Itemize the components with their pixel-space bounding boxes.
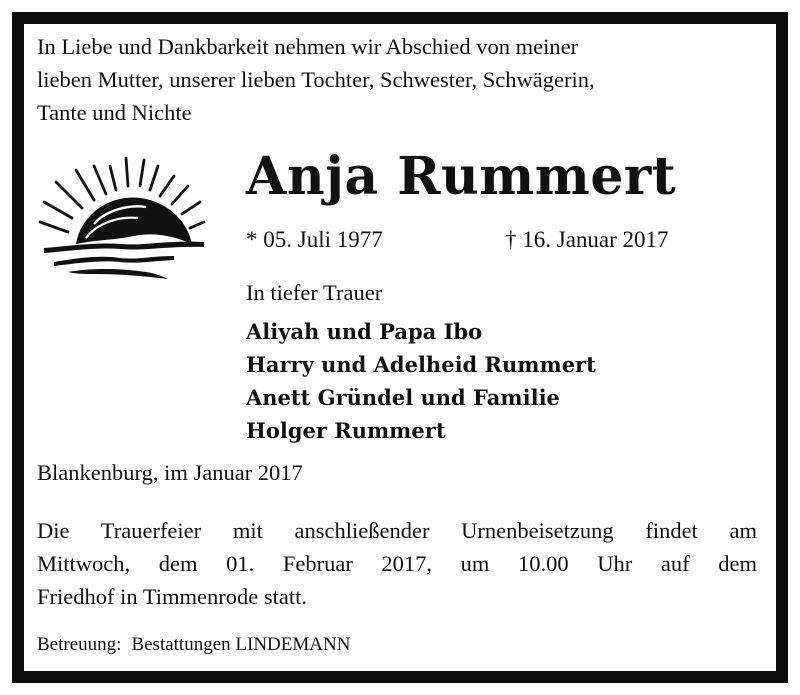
intro-line: lieben Mutter, unserer lieben Tochter, Schwester, Schwägerin, <box>37 67 595 92</box>
deceased-name: Anja Rummert <box>246 146 677 207</box>
care-provider: Bestattungen LINDEMANN <box>131 634 351 655</box>
mourner-name: Harry und Adelheid Rummert <box>246 352 596 377</box>
death-date: † 16. Januar 2017 <box>505 227 669 252</box>
service-line: Friedhof in Timmenrode statt. <box>37 584 307 609</box>
sunset-icon <box>34 152 209 292</box>
service-line: Die Trauerfeier mit anschließender Urnenbeisetzung findet am <box>37 518 757 543</box>
funeral-service-text <box>37 514 757 613</box>
mourner-name: Holger Rummert <box>246 418 446 443</box>
intro-text <box>37 30 772 129</box>
intro-line: Tante und Nichte <box>37 100 192 125</box>
place-date: Blankenburg, im Januar 2017 <box>37 460 303 485</box>
mourning-intro: In tiefer Trauer <box>246 280 383 305</box>
care-label: Betreuung: <box>37 634 122 655</box>
mourners-list <box>246 315 596 447</box>
birth-date: * 05. Juli 1977 <box>246 227 383 252</box>
mourner-name: Aliyah und Papa Ibo <box>246 319 483 344</box>
funeral-home-credit <box>37 634 350 656</box>
intro-line: In Liebe und Dankbarkeit nehmen wir Abschied von meiner <box>37 34 579 59</box>
mourner-name: Anett Gründel und Familie <box>246 385 560 410</box>
service-line: Mittwoch, dem 01. Februar 2017, um 10.00 Uhr auf dem <box>37 551 757 576</box>
